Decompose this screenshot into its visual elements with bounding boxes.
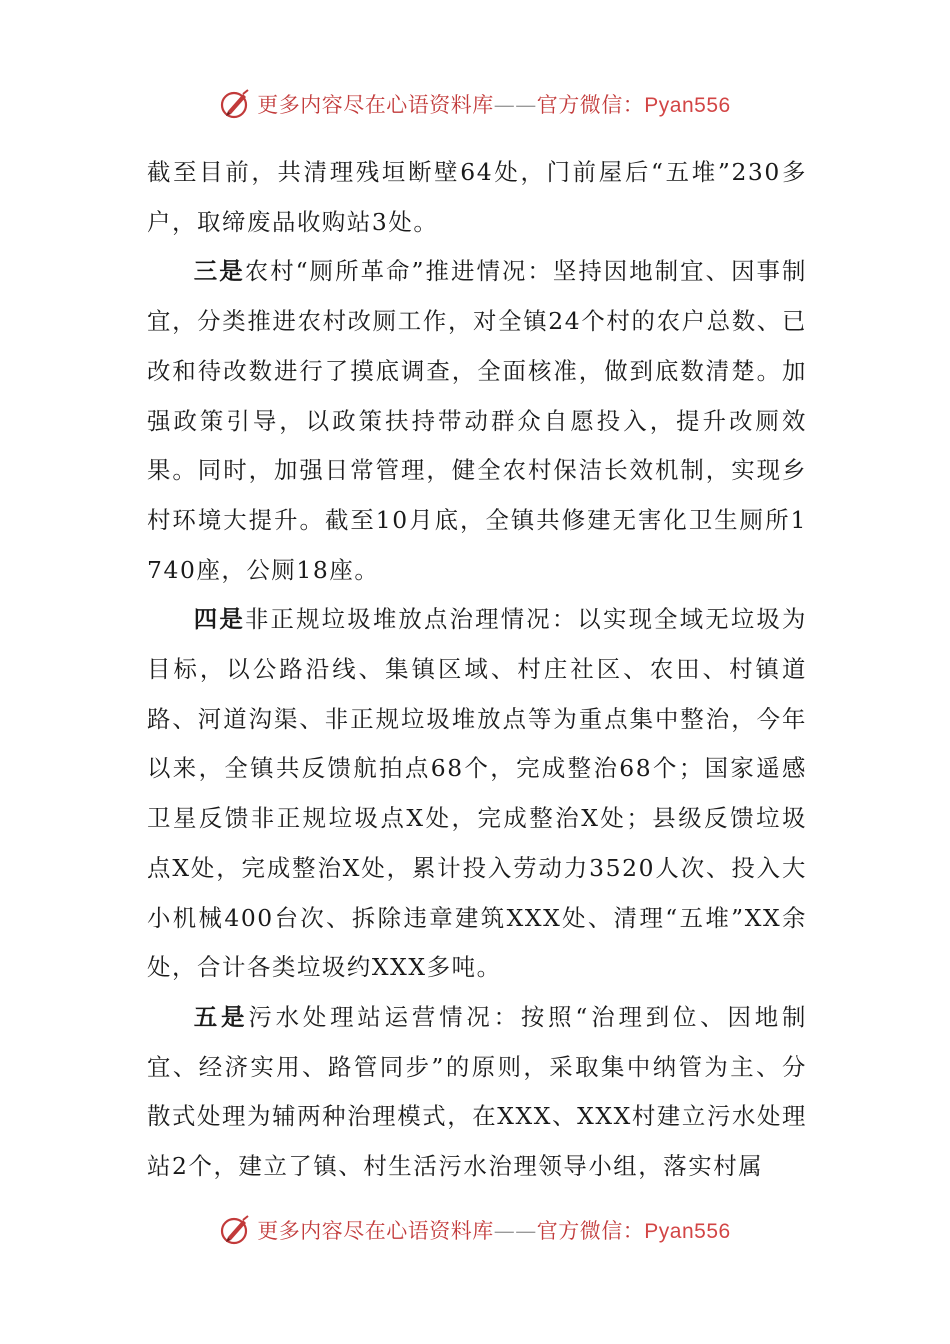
paragraph-text: 污水处理站运营情况：按照“治理到位、因地制宜、经济实用、路管同步”的原则，采取集中纳管为主、分散式处理为辅两种治理模式，在XXX、XXX村建立污水处理站2个，建立了镇、村生活污水治理领导小组，落实村属 [147,1002,807,1181]
pen-logo-icon [219,87,253,121]
watermark-brand: 更多内容尽在心语资料库 [257,93,494,117]
paragraph-toilet-revolution [147,247,807,595]
paragraph-continued [147,148,807,247]
paragraph-text: 非正规垃圾堆放点治理情况：以实现全域无垃圾为目标，以公路沿线、集镇区域、村庄社区、农田、村镇道路、河道沟渠、非正规垃圾堆放点等为重点集中整治，今年以来，全镇共反馈航拍点68个，完成整治68个；国家遥感卫星反馈非正规垃圾点X处，完成整治X处；县级反馈垃圾点X处，完成整治X处，累计投入劳动力3520人次、投入大小机械400台次、拆除违章建筑XXX处、清理“五堆”XX余处，合计各类垃圾约XXX多吨。 [147,605,807,982]
watermark-brand: 更多内容尽在心语资料库 [257,1219,494,1243]
watermark-official-label: 官方微信： [536,1219,645,1243]
document-body [147,148,807,1192]
watermark-separator: —— [493,1219,537,1243]
watermark-text [257,89,730,119]
watermark-separator: —— [493,93,537,117]
paragraph-text: 截至目前，共清理残垣断壁64处，门前屋后“五堆”230多户，取缔废品收购站3处。 [147,158,807,236]
watermark-wechat-id: Pyan556 [644,1220,731,1243]
pen-logo-icon [219,1213,253,1247]
paragraph-garbage-governance [147,595,807,993]
watermark-text [257,1215,730,1245]
paragraph-sewage-station [147,993,807,1192]
paragraph-lead: 四是 [193,605,245,634]
header-watermark [0,82,950,126]
paragraph-lead: 五是 [193,1002,249,1031]
watermark-wechat-id: Pyan556 [644,94,731,117]
footer-watermark [0,1208,950,1252]
paragraph-text: 农村“厕所革命”推进情况：坚持因地制宜、因事制宜，分类推进农村改厕工作，对全镇24个村的农户总数、已改和待改数进行了摸底调查，全面核准，做到底数清楚。加强政策引导，以政策扶持带动群众自愿投入，提升改厕效果。同时，加强日常管理，健全农村保洁长效机制，实现乡村环境大提升。截至10月底，全镇共修建无害化卫生厕所1740座，公厕18座。 [147,257,808,584]
watermark-official-label: 官方微信： [536,93,645,117]
paragraph-lead: 三是 [193,257,245,286]
